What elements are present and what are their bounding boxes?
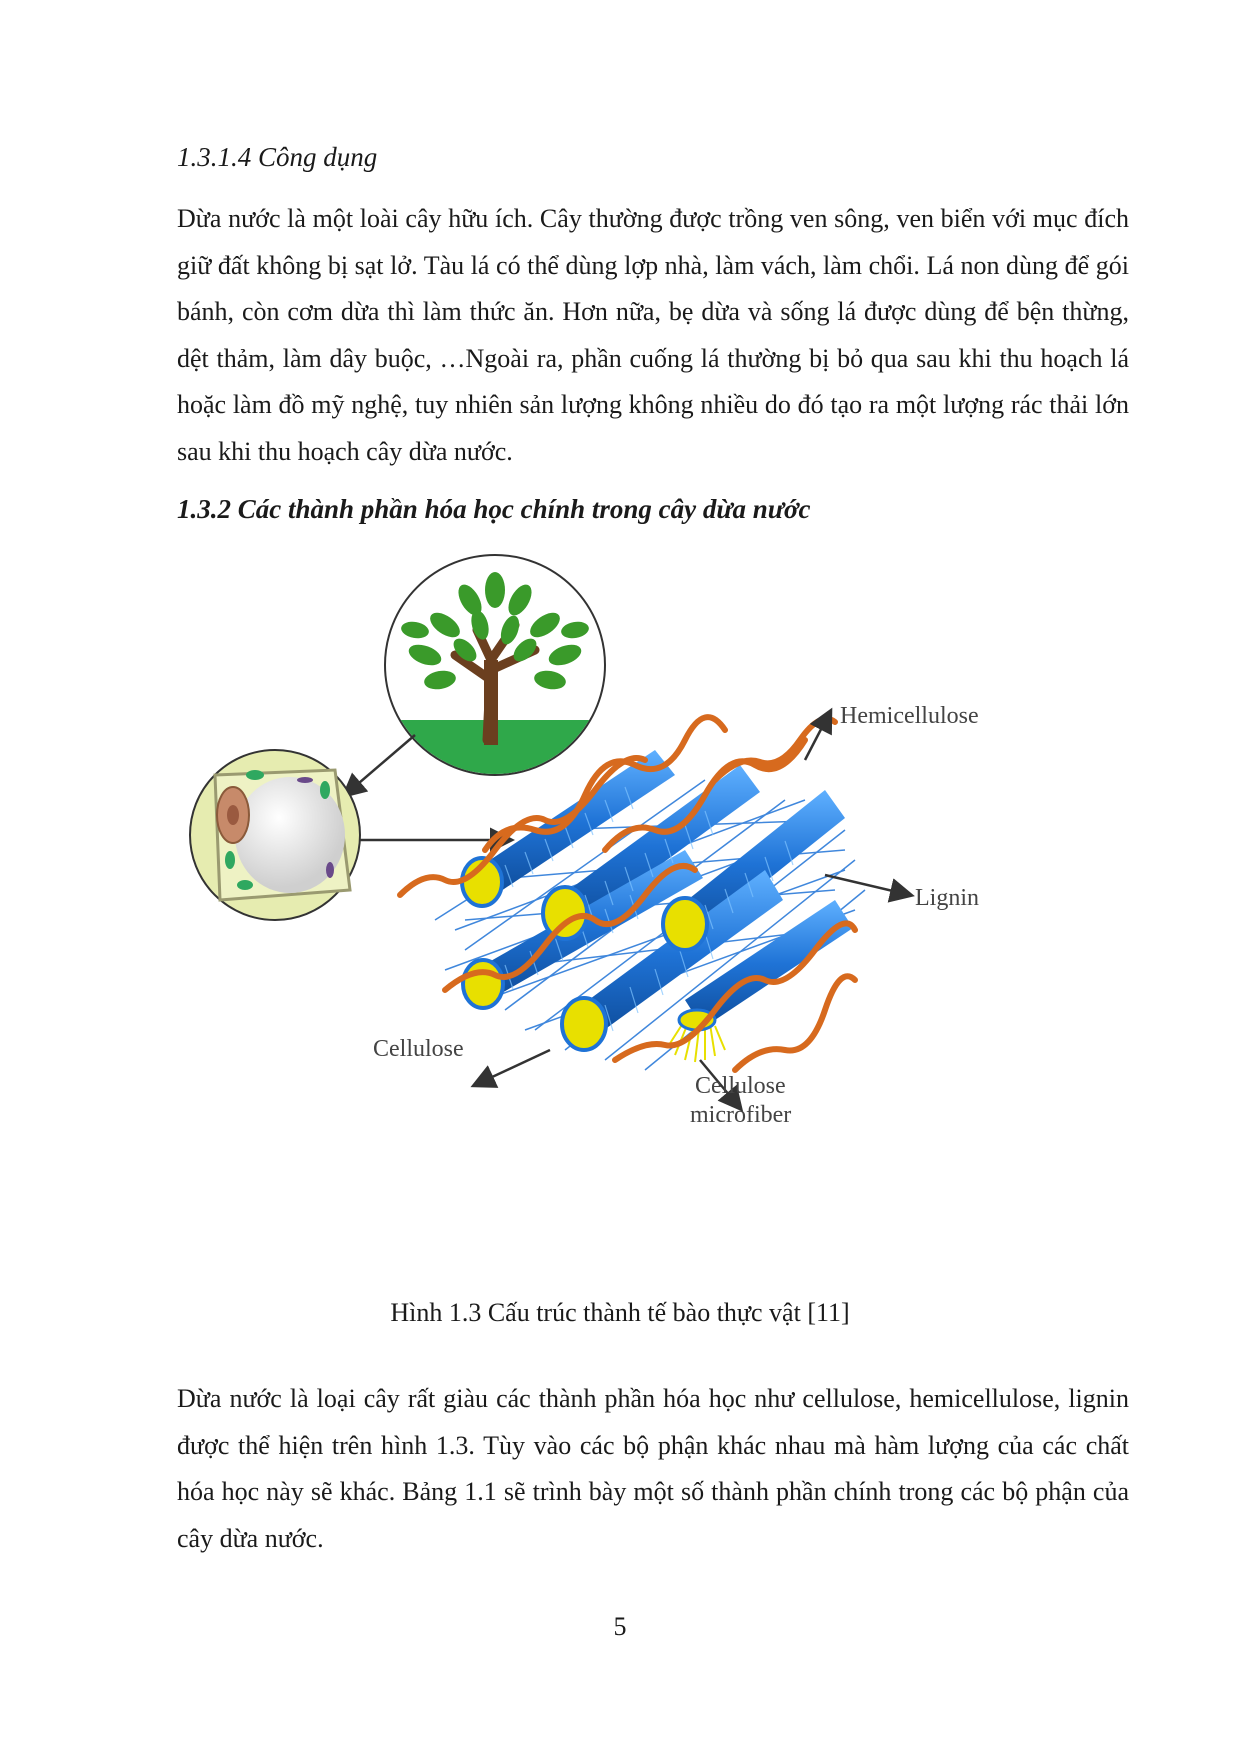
label-hemicellulose: Hemicellulose (840, 703, 979, 729)
figure-caption: Hình 1.3 Cấu trúc thành tế bào thực vật [11] (390, 1298, 850, 1327)
figure-plant-cell-wall (185, 550, 1115, 1260)
label-cellulose: Cellulose (373, 1036, 464, 1062)
section-subheading: 1.3.1.4 Công dụng (177, 142, 378, 172)
section-heading: 1.3.2 Các thành phần hóa học chính trong cây dừa nước (177, 494, 811, 524)
page-number: 5 (613, 1612, 627, 1641)
plant-cell-illustration (190, 750, 360, 920)
label-cellulose-microfiber-1: Cellulose (695, 1073, 786, 1099)
label-lignin: Lignin (915, 885, 979, 911)
paragraph-chemical-components: Dừa nước là loại cây rất giàu các thành phần hóa học như cellulose, hemicellulose, lignin được thể hiện trên hình 1.3. Tùy vào các bộ phận khác nhau mà hàm lượng của các chất hóa học này sẽ khác. Bảng 1.1 sẽ trình bày một số thành phần chính trong các bộ phận của cây dừa nước. (177, 1384, 1129, 1553)
arrow-lignin (825, 875, 910, 895)
paragraph-uses: Dừa nước là một loài cây hữu ích. Cây thường được trồng ven sông, ven biển với mục đích giữ đất không bị sạt lở. Tàu lá có thể dùng lợp nhà, làm vách, làm chổi. Lá non dùng để gói bánh, còn cơm dừa thì làm thức ăn. Hơn nữa, bẹ dừa và sống lá được dùng để bện thừng, dệt thảm, làm dây buộc, …Ngoài ra, phần cuống lá thường bị bỏ qua sau khi thu hoạch lá hoặc làm đồ mỹ nghệ, tuy nhiên sản lượng không nhiều do đó tạo ra một lượng rác thải lớn sau khi thu hoạch cây dừa nước. (177, 204, 1129, 466)
label-cellulose-microfiber-2: microfiber (690, 1102, 792, 1128)
arrow-cellulose (475, 1050, 550, 1085)
cell-wall-diagram (185, 550, 1115, 1260)
arrow-tree-to-cell (345, 735, 415, 795)
tree-illustration (375, 555, 615, 790)
